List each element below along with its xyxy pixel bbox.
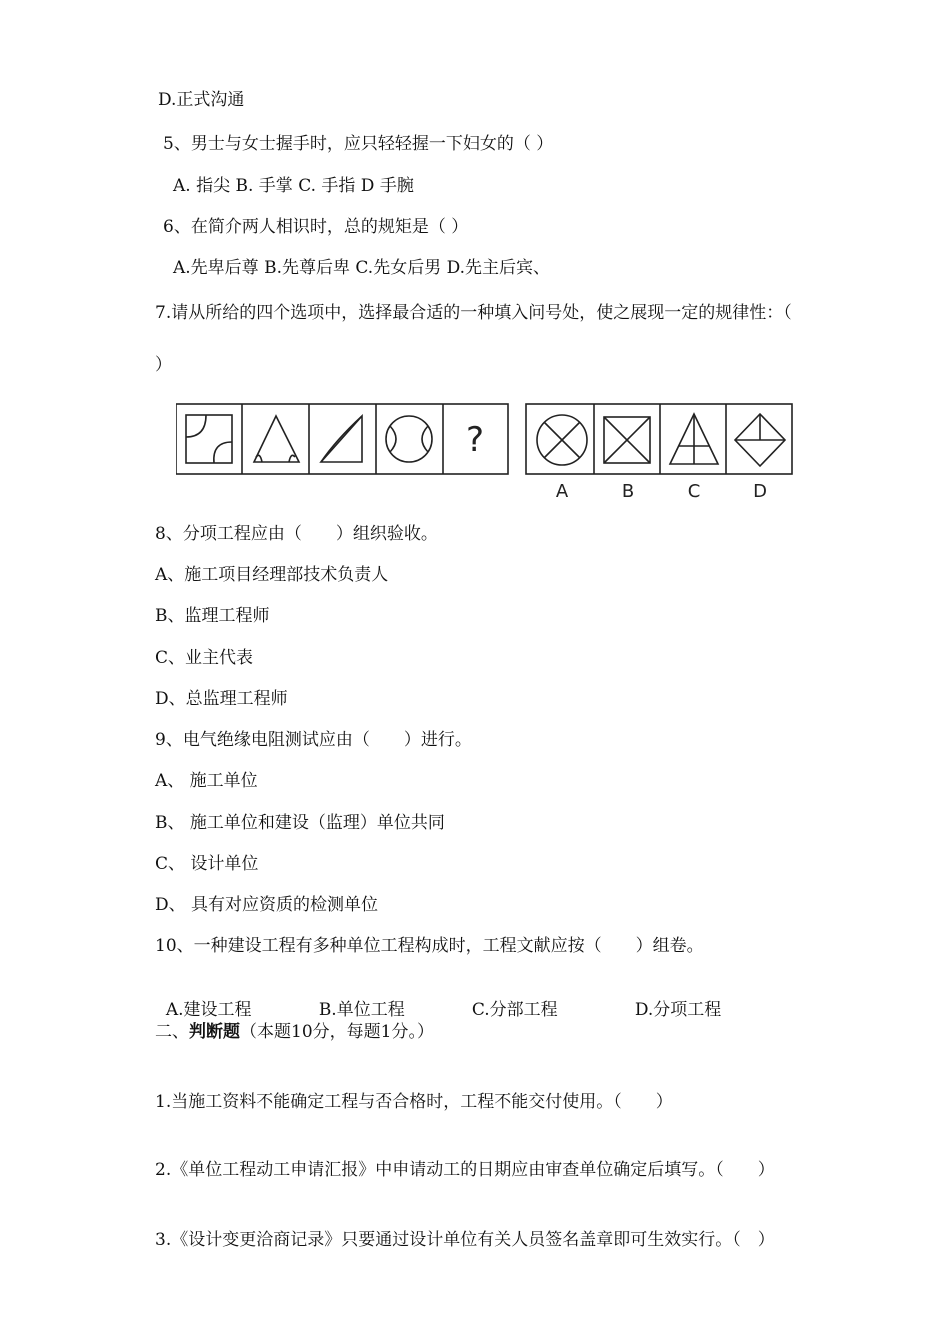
option-d-diamond [735, 414, 785, 466]
question-8-option-d: D、总监理工程师 [155, 689, 288, 709]
question-7-close-paren: ） [155, 355, 172, 375]
question-10-option-d: D.分项工程 [634, 1000, 722, 1020]
cell-3-right-triangle [321, 416, 362, 462]
question-8: 8、分项工程应由（ ）组织验收。 [155, 524, 438, 544]
cell-1-square-arcs [186, 415, 232, 463]
question-9-option-a: A、 施工单位 [155, 771, 258, 791]
question-9: 9、电气绝缘电阻测试应由（ ）进行。 [155, 730, 472, 750]
option-c-triangle-cross [670, 414, 718, 464]
question-7: 7.请从所给的四个选项中，选择最合适的一种填入问号处，使之展现一定的规律性：（ [155, 303, 792, 323]
question-10-option-a: A.建设工程 [165, 1000, 252, 1020]
option-b-square-x [604, 417, 650, 463]
section-2-note: （本题10分，每题1分。） [240, 1022, 434, 1042]
q4-option-d: D.正式沟通 [158, 90, 245, 110]
question-9-option-d: D、 具有对应资质的检测单位 [155, 895, 379, 915]
judgement-3: 3.《设计变更洽商记录》只要通过设计单位有关人员签名盖章即可生效实行。（ ） [155, 1230, 775, 1250]
question-10-options [155, 977, 721, 1021]
option-a-circle-x [537, 415, 587, 465]
option-label-c: C [687, 481, 701, 502]
question-10-option-b: B.单位工程 [318, 1000, 405, 1020]
option-label-a: A [555, 481, 569, 502]
question-5: 5、男士与女士握手时，应只轻轻握一下妇女的（ ） [163, 134, 554, 154]
question-10-option-c: C.分部工程 [471, 1000, 558, 1020]
section-2-heading [155, 1021, 434, 1043]
option-label-b: B [621, 481, 635, 502]
option-label-d: D [753, 481, 767, 502]
judgement-1: 1.当施工资料不能确定工程与否合格时，工程不能交付使用。（ ） [155, 1092, 673, 1112]
question-9-option-c: C、 设计单位 [155, 854, 259, 874]
pattern-figure [176, 402, 796, 502]
judgement-2: 2.《单位工程动工申请汇报》中申请动工的日期应由审查单位确定后填写。（ ） [155, 1160, 775, 1180]
question-6-options: A.先卑后尊 B.先尊后卑 C.先女后男 D.先主后宾、 [173, 258, 551, 278]
question-9-option-b: B、 施工单位和建设（监理）单位共同 [155, 813, 445, 833]
question-6: 6、在简介两人相识时，总的规矩是（ ） [163, 217, 469, 237]
question-5-options: A. 指尖 B. 手掌 C. 手指 D 手腕 [173, 176, 414, 196]
section-2-title: 判断题 [189, 1022, 240, 1042]
question-8-option-b: B、监理工程师 [155, 606, 270, 626]
question-8-option-a: A、施工项目经理部技术负责人 [155, 565, 389, 585]
cell-4-circle-arcs [386, 416, 432, 462]
question-8-option-c: C、业主代表 [155, 648, 254, 668]
question-10: 10、一种建设工程有多种单位工程构成时，工程文献应按（ ）组卷。 [155, 936, 704, 956]
question-mark: ? [465, 420, 485, 460]
cell-2-triangle [254, 416, 299, 462]
section-2-number: 二、 [155, 1022, 189, 1042]
